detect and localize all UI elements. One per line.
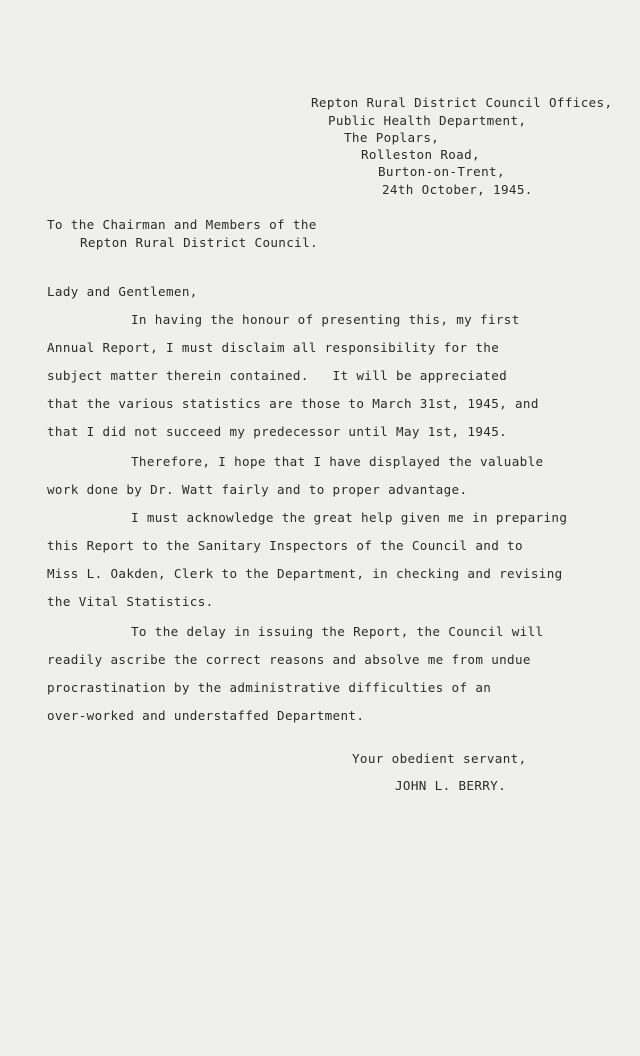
body-line: work done by Dr. Watt fairly and to proper advantage.: [47, 482, 468, 497]
body-line: that the various statistics are those to March 31st, 1945, and: [47, 396, 539, 411]
body-line: procrastination by the administrative difficulties of an: [47, 680, 492, 695]
letterhead-line-town: Burton-on-Trent,: [378, 164, 505, 179]
body-line: In having the honour of presenting this, my first: [131, 312, 520, 327]
body-line: I must acknowledge the great help given me in preparing: [131, 510, 568, 525]
letterhead-line-department: Public Health Department,: [328, 113, 527, 128]
body-line: the Vital Statistics.: [47, 594, 214, 609]
body-line: that I did not succeed my predecessor until May 1st, 1945.: [47, 424, 508, 439]
valediction: Your obedient servant,: [352, 751, 527, 766]
body-line: Therefore, I hope that I have displayed the valuable: [131, 454, 544, 469]
salutation: Lady and Gentlemen,: [47, 284, 198, 299]
body-line: subject matter therein contained. It will be appreciated: [47, 368, 508, 383]
body-line: Annual Report, I must disclaim all responsibility for the: [47, 340, 500, 355]
body-line: To the delay in issuing the Report, the Council will: [131, 624, 544, 639]
body-line: this Report to the Sanitary Inspectors of the Council and to: [47, 538, 523, 553]
addressee-line-1: To the Chairman and Members of the: [47, 217, 317, 232]
body-line: Miss L. Oakden, Clerk to the Department, in checking and revising: [47, 566, 563, 581]
body-line: readily ascribe the correct reasons and absolve me from undue: [47, 652, 531, 667]
addressee-line-2: Repton Rural District Council.: [80, 235, 318, 250]
body-line: over-worked and understaffed Department.: [47, 708, 365, 723]
letterhead-line-council: Repton Rural District Council Offices,: [311, 95, 613, 110]
letter-date: 24th October, 1945.: [382, 182, 533, 197]
letterhead-line-building: The Poplars,: [344, 130, 440, 145]
letterhead-line-road: Rolleston Road,: [361, 147, 480, 162]
signature: JOHN L. BERRY.: [395, 778, 507, 793]
